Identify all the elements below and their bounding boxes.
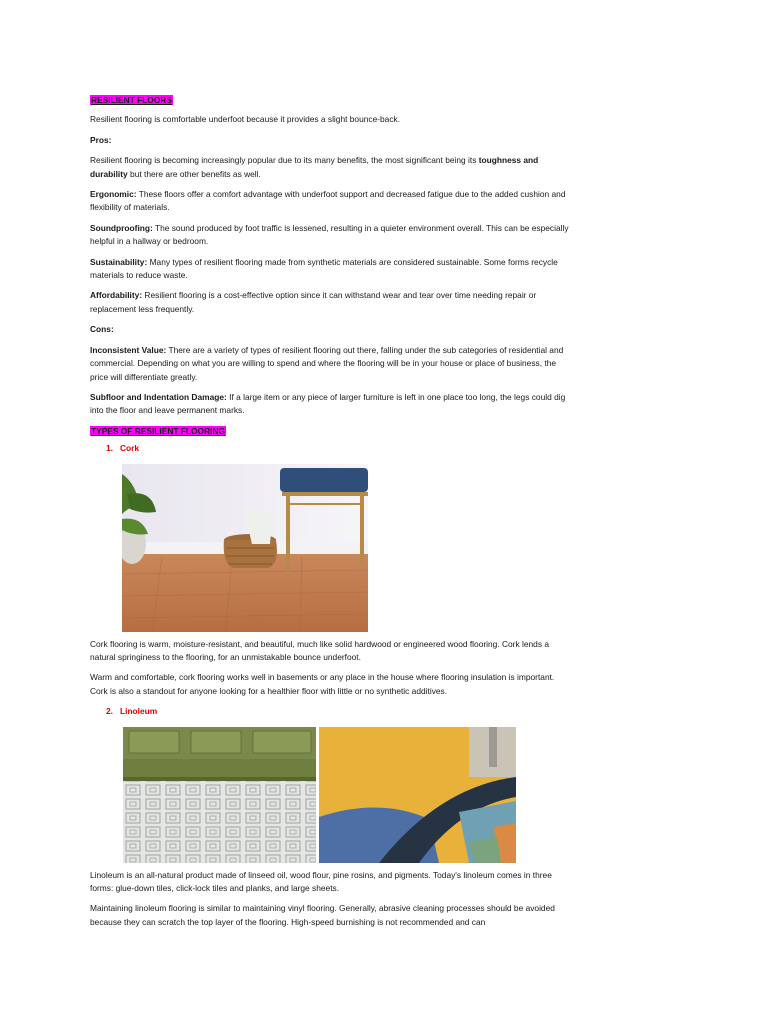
document-page [90,94,570,936]
subfloor-paragraph: Subfloor and Indentation Damage: If a large item or any piece of larger furniture is left in one place too long, the legs could dig into the floor and leave permanent marks. [90,391,566,416]
linoleum-tile-illustration [123,727,316,863]
cork-room-illustration [122,464,368,632]
linoleum-paragraph-2: Maintaining linoleum flooring is similar to maintaining vinyl flooring. Generally, abrasive cleaning processes should be avoided because they can scratch the top layer of the flooring. High-speed burnishing is not recommended and can [90,903,555,927]
cork-paragraph-1: Cork flooring is warm, moisture-resistant, and beautiful, much like solid hardwood or engineered wood flooring. Cork lends a natural springiness to the flooring, for an unmistakable bounce underfoot. [90,638,549,662]
linoleum-tile-image [123,727,316,863]
resilient-floors-heading: RESILIENT FLOORS [91,95,172,105]
linoleum-color-illustration [319,727,516,863]
cons-label: Cons: [90,324,114,335]
linoleum-list-item: 2. Linoleum [106,706,158,717]
affordability-paragraph: Affordability: Resilient flooring is a cost-effective option since it can withstand wear and tear over time needing repair or replacement less frequently. [90,290,537,314]
linoleum-paragraph-1: Linoleum is an all-natural product made of linseed oil, wood flour, pine rosins, and pigments. Today's linoleum comes in three forms: glue-down tiles, click-lock tiles and planks, and large sheets. [90,869,552,893]
cork-title: Cork [120,443,140,454]
ergonomic-paragraph: Ergonomic: These floors offer a comfort advantage with underfoot support and decreased fatigue due to the added cushion and flexibility of materials. [90,189,566,213]
linoleum-images-row [123,727,570,863]
soundproofing-paragraph: Soundproofing: The sound produced by foot traffic is lessened, resulting in a quieter environment overall. This can be especially helpful in a hallway or bedroom. [90,222,569,247]
intro-paragraph: Resilient flooring is comfortable underfoot because it provides a slight bounce-back. [90,114,401,125]
types-heading: TYPES OF RESILIENT FLOORING [91,425,226,436]
cork-floor-image [122,464,368,632]
sustainability-paragraph: Sustainability: Many types of resilient flooring made from synthetic materials are considered sustainable. Some forms recycle materials to reduce waste. [90,256,558,281]
cork-list-item: 1. Cork [106,443,140,454]
pros-label: Pros: [90,134,112,145]
cork-paragraph-2: Warm and comfortable, cork flooring works well in basements or any place in the house where flooring insulation is important. Cork is also a standout for anyone looking for a healthier floor with little or no synthetic additives. [90,672,555,696]
pros-intro-paragraph: Resilient flooring is becoming increasingly popular due to its many benefits, the most significant being its toughness and durability but there are other benefits as well. [90,155,539,179]
inconsistent-value-paragraph: Inconsistent Value: There are a variety of types of resilient flooring out there, falling under the sub categories of residential and commercial. Depending on what you are willing to spend and where the flooring will be in your house or place of business, the price will differentiate greatly. [90,344,564,382]
linoleum-title: Linoleum [120,706,158,717]
linoleum-color-floor-image [319,727,516,863]
